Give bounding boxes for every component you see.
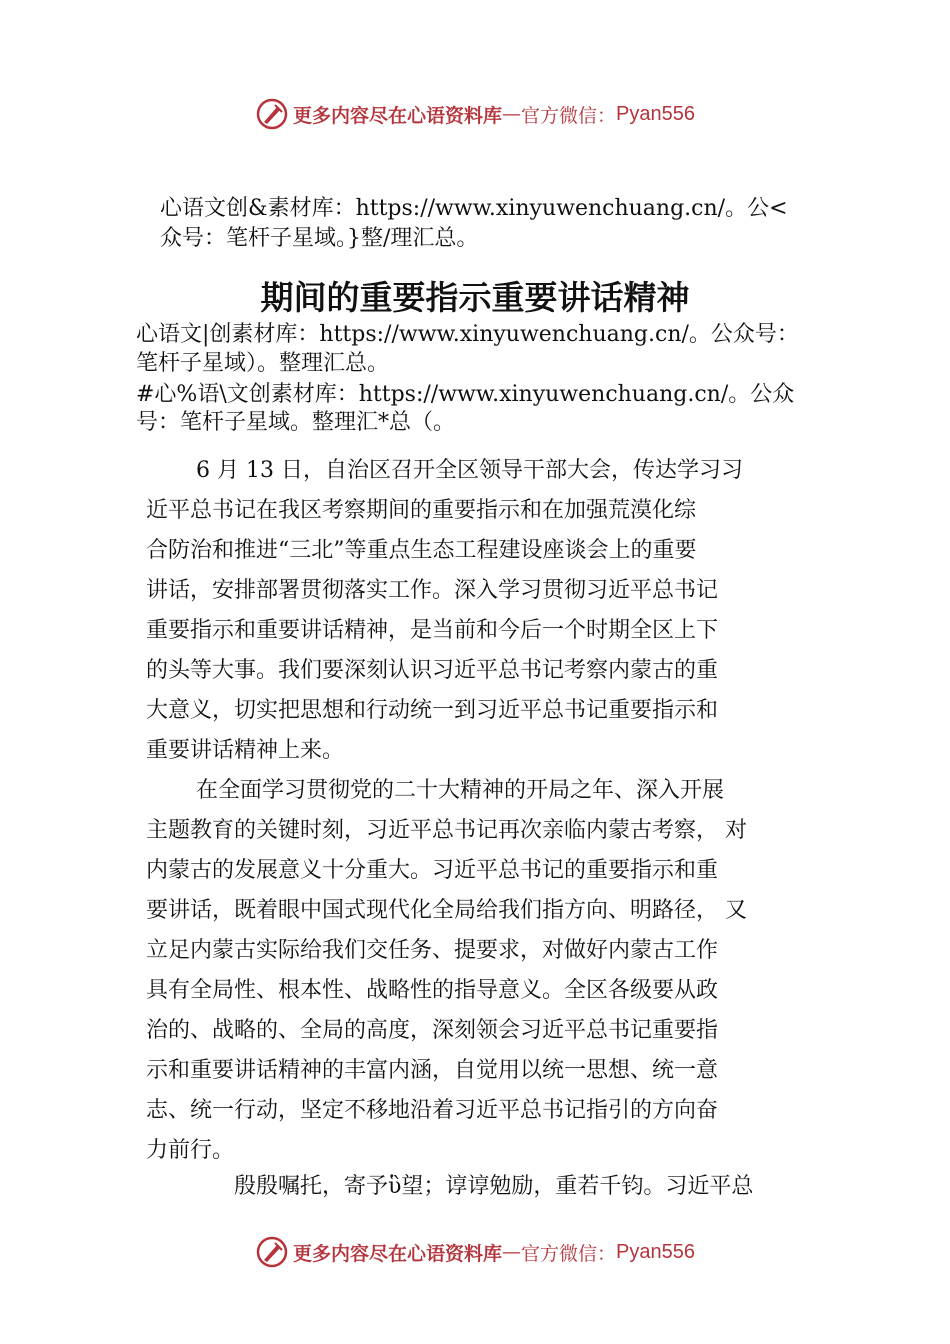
paragraph-line: 治的、战略的、全局的高度，深刻领会习近平总书记重要指 <box>146 1018 719 1043</box>
paragraph-line: 大意义，切实把思想和行动统一到习近平总书记重要指示和 <box>146 698 719 723</box>
header-notice-line-1: 心语文创&素材库：https://www.xinyuwenchuang.cn/。公< <box>160 196 788 221</box>
banner-wechat-id: Pyan556 <box>616 102 695 125</box>
paragraph-line: 近平总书记在我区考察期间的重要指示和在加强荒漠化综 <box>146 498 697 523</box>
notice-line-1: 心语文|创素材库：https://www.xinyuwenchuang.cn/。公众号： <box>136 322 799 347</box>
banner-main-text: 更多内容尽在心语资料库 <box>293 1242 503 1265</box>
header-banner <box>0 94 950 134</box>
paragraph-line: 在全面学习贯彻党的二十大精神的开局之年、深入开展 <box>196 778 725 803</box>
notice-line-4: 号：笔杆子星域。整理汇*总（。 <box>136 410 456 435</box>
paragraph-line: 具有全局性、根本性、战略性的指导意义。全区各级要从政 <box>146 978 719 1003</box>
banner-wechat-label: 官方微信： <box>521 104 617 127</box>
header-notice-line-2: 众号：笔杆子星域。}整/理汇总。 <box>160 226 479 251</box>
paragraph-line: 6 月 13 日，自治区召开全区领导干部大会，传达学习习 <box>196 458 743 483</box>
paragraph-line: 合防治和推进“三北”等重点生态工程建设座谈会上的重要 <box>146 538 697 563</box>
paragraph-line: 立足内蒙古实际给我们交任务、提要求，对做好内蒙古工作 <box>146 938 719 963</box>
banner-dash: — <box>502 1241 522 1263</box>
paragraph-line: 示和重要讲话精神的丰富内涵，自觉用以统一思想、统一意 <box>146 1058 719 1083</box>
notice-line-2: 笔杆子星域）。整理汇总。 <box>136 351 390 376</box>
paragraph-line: 讲话，安排部署贯彻落实工作。深入学习贯彻习近平总书记 <box>146 578 719 603</box>
paragraph-line: 内蒙古的发展意义十分重大。习近平总书记的重要指示和重 <box>146 858 719 883</box>
paragraph-line: 力前行。 <box>146 1138 235 1163</box>
banner-main-text: 更多内容尽在心语资料库 <box>293 104 503 127</box>
banner-wechat-id: Pyan556 <box>616 1240 695 1263</box>
paragraph-line: 重要指示和重要讲话精神，是当前和今后一个时期全区上下 <box>146 618 719 643</box>
banner-wechat-label: 官方微信： <box>521 1242 617 1265</box>
footer-banner <box>0 1232 950 1272</box>
notice-line-3: #心%语\文创素材库：https://www.xinyuwenchuang.cn/。公众 <box>136 382 795 407</box>
paragraph-line: 主题教育的关键时刻，习近平总书记再次亲临内蒙古考察， 对 <box>146 818 747 843</box>
banner-dash: — <box>502 103 522 125</box>
pen-logo-icon <box>255 97 289 131</box>
document-title: 期间的重要指示重要讲话精神 <box>260 278 690 317</box>
paragraph-line: 要讲话，既着眼中国式现代化全局给我们指方向、明路径， 又 <box>146 898 747 923</box>
pen-logo-icon <box>255 1235 289 1269</box>
paragraph-line: 的头等大事。我们要深刻认识习近平总书记考察内蒙古的重 <box>146 658 719 683</box>
paragraph-line: 志、统一行动，坚定不移地沿着习近平总书记指引的方向奋 <box>146 1098 719 1123</box>
paragraph-line: 殷殷嘱托，寄予ὓ望；谆谆勉励，重若千钧。习近平总 <box>234 1174 754 1199</box>
paragraph-line: 重要讲话精神上来。 <box>146 738 345 763</box>
